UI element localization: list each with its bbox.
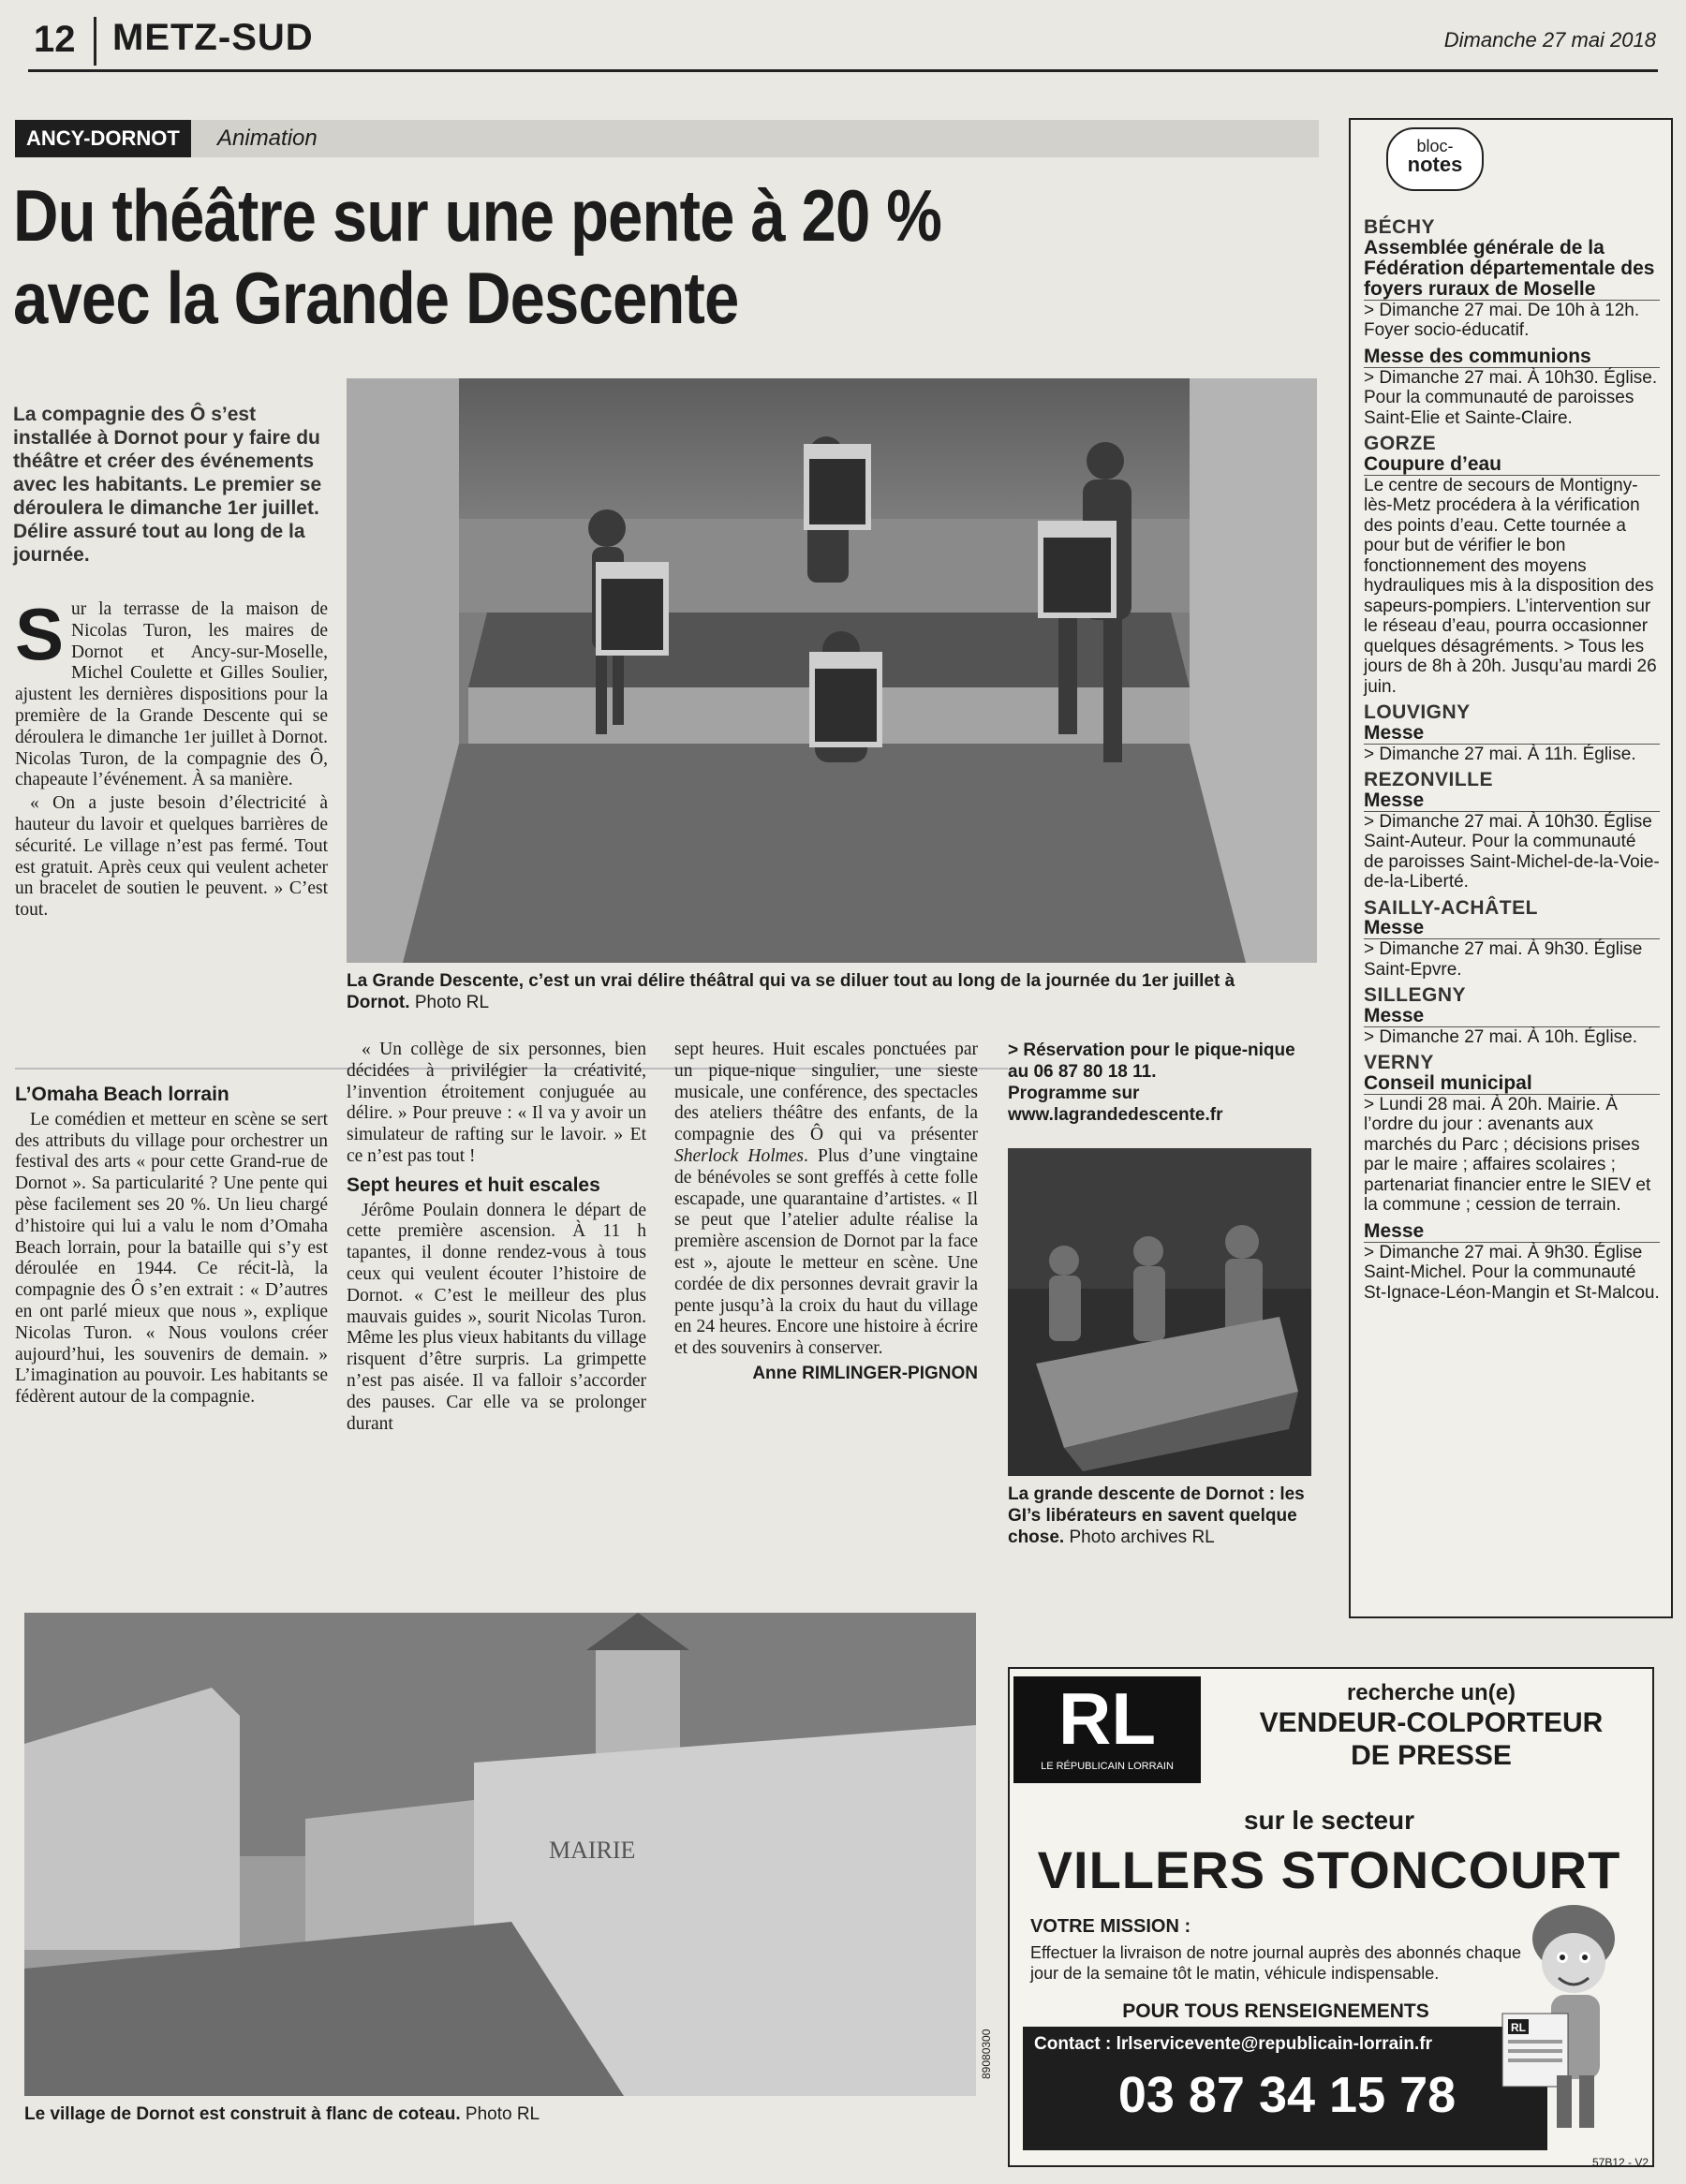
notice-title: Messe <box>1364 1004 1425 1026</box>
article-column-1-lower <box>15 1077 328 1410</box>
notice-body: > Dimanche 27 mai. À 9h30. Église Saint-Epvre. <box>1364 938 1660 980</box>
reservation-line: > Réservation pour le pique-nique au 06 87 80 18 11. <box>1008 1040 1295 1082</box>
subhead-sept-heures: Sept heures et huit escales <box>347 1173 600 1196</box>
escales-text-b: . Plus d’une vingtaine de bénévoles se sont greffés à cette folle escapade, une quarantaine d’artistes. « Il se peut que l’atelier adulte réalise la première ascension de Dornot par la face est », ajoute le metteur en scène. Une cordée de dix personnes devrait gravir la pente jusqu’à la croix du haut du village en 24 heures. Encore une histoire à écrire et des souvenirs à conserver. <box>674 1145 978 1359</box>
notice-body: > Dimanche 27 mai. De 10h à 12h. Foyer socio-éducatif. <box>1364 300 1660 341</box>
archive-caption-text: La grande descente de Dornot : les GI’s libérateurs en savent quelque chose. <box>1008 1484 1305 1547</box>
advert-phone: 03 87 34 15 78 <box>1117 2067 1457 2123</box>
notice-title: Messe <box>1364 721 1425 744</box>
advert-line-3: DE PRESSE <box>1351 1740 1512 1771</box>
subhead-omaha: L’Omaha Beach lorrain <box>15 1084 229 1105</box>
village-caption-text: Le village de Dornot est construit à flanc de coteau. <box>24 2104 461 2124</box>
notice-title: Messe <box>1364 1219 1425 1242</box>
notice-body: > Dimanche 27 mai. À 9h30. Église Saint-Michel. Pour la communauté St-Ignace-Léon-Mangin et St-Malcou. <box>1364 1242 1660 1303</box>
article-column-4 <box>1008 1040 1317 1126</box>
notice-body: > Dimanche 27 mai. À 10h. Église. <box>1364 1026 1660 1048</box>
article-lead: La compagnie des Ô s’est installée à Dornot pour y faire du théâtre et créer des événements avec les habitants. Le premier se déroulera le dimanche 1er juillet. Délire assuré tout au long de la journée. <box>13 404 322 566</box>
village-photo <box>24 1613 976 2096</box>
advert-contact: Contact : lrlservicevente@republicain-lorrain.fr <box>1034 2034 1433 2054</box>
village-photo-caption <box>24 2103 976 2125</box>
town-gorze: GORZE <box>1364 433 1437 454</box>
main-photo <box>347 378 1317 963</box>
badge-top: bloc- <box>1416 137 1454 155</box>
kicker-place: ANCY-DORNOT <box>15 120 191 157</box>
notice-body: > Dimanche 27 mai. À 11h. Église. <box>1364 744 1660 765</box>
escales-paragraph <box>674 1040 978 1360</box>
advert-headline <box>1218 1680 1645 1772</box>
main-photo-caption <box>347 970 1302 1013</box>
advert-line-2: VENDEUR-COLPORTEUR <box>1259 1707 1604 1738</box>
article-column-2 <box>347 1040 646 1437</box>
bloc-notes-list <box>1364 212 1660 1303</box>
notice-title: Assemblée générale de la Fédération départementale des foyers ruraux de Moselle <box>1364 236 1655 300</box>
intro-text: ur la terrasse de la maison de Nicolas Turon, les maires de Dornot et Ancy-sur-Moselle, Michel Coulette et Gilles Soulier, ajustent les dernières dispositions pour la première de la Grande Descente qui se déroulera le dimanche 1er juillet à Dornot. Nicolas Turon, de la compagnie des Ô, chapeaute l’événement. À sa manière. <box>15 599 328 790</box>
bloc-notes-badge <box>1386 127 1484 191</box>
headline <box>13 174 1141 339</box>
mascot-paper-logo: RL <box>1511 2021 1526 2034</box>
issue-date: Dimanche 27 mai 2018 <box>1443 28 1656 52</box>
quote-paragraph <box>15 793 328 922</box>
notice-body: Le centre de secours de Montigny-lès-Metz procédera à la vérification des points d’eau. Cette tournée a pour but de vérifier le bon fonctionnement des moyens hydrauliques mis à la disposition des sapeurs-pompiers. L’intervention sur le réseau d’eau, pourra occasionner quelques désagréments. > Tous les jours de 8h à 20h. Jusqu’au mardi 26 juin. <box>1364 475 1660 698</box>
advert-mission-title: VOTRE MISSION : <box>1030 1916 1191 1937</box>
advert-sector: VILLERS STONCOURT <box>1037 1840 1621 1899</box>
notice-title: Coupure d’eau <box>1364 452 1502 475</box>
header-separator <box>94 17 96 66</box>
mairie-sign: MAIRIE <box>549 1837 636 1864</box>
advert-code: 89080300 <box>980 2029 993 2079</box>
advert-info-title: POUR TOUS RENSEIGNEMENTS <box>1122 2000 1429 2022</box>
kicker-rubric: Animation <box>217 125 318 151</box>
programme-line: Programme sur www.lagrandedescente.fr <box>1008 1084 1223 1125</box>
town-rezonville: REZONVILLE <box>1364 769 1494 790</box>
rl-logo-letters: RL <box>1058 1677 1156 1760</box>
advert-sector-label: sur le secteur <box>1243 1806 1415 1835</box>
notice-body: > Lundi 28 mai. À 20h. Mairie. À l’ordre du jour : avenants aux marchés du Parc ; décisions prises par le maire ; affaires scolaires ; partenariat financier entre le SIEV et la commune ; cession de terrain. <box>1364 1094 1660 1216</box>
main-photo-caption-text: La Grande Descente, c’est un vrai délire théâtral qui va se diluer tout au long de la journée du 1er juillet à Dornot. <box>347 971 1235 1012</box>
notice-title: Messe <box>1364 789 1425 811</box>
town-verny: VERNY <box>1364 1052 1434 1073</box>
rl-logo-subtitle: LE RÉPUBLICAIN LORRAIN <box>1041 1761 1174 1772</box>
village-photo-credit: Photo RL <box>465 2104 540 2124</box>
notice-title: Messe <box>1364 917 1425 938</box>
headline-line-2: avec la Grande Descente <box>13 257 739 339</box>
page-number: 12 <box>34 19 76 60</box>
village-photo-image <box>24 1613 976 2096</box>
header-rule <box>28 69 1658 72</box>
notice-title: Conseil municipal <box>1364 1071 1532 1094</box>
college-paragraph: « Un collège de six personnes, bien décidées à privilégier la créativité, l’invention étroitement conjuguée au délire. » Pour preuve : « Il va y avoir un simulateur de rafting sur le lavoir. » Et ce n’est pas tout ! <box>347 1040 646 1166</box>
quote-text: « On a juste besoin d’électricité à hauteur du lavoir et quelques barrières de sécurité. Le village n’est pas fermé. Tout est gratuit. Après ceux qui veulent acheter un bracelet de soutien le peuvent. » C’est tout. <box>15 793 328 921</box>
archive-photo-credit: Photo archives RL <box>1069 1527 1215 1547</box>
ascension-paragraph: Jérôme Poulain donnera le départ de cette première ascension. À 11 h tapantes, il donne rendez-vous à tous ceux qui veulent écouter l’histoire de Dornot. « C’est le meilleur des plus mauvais guides », sourit Nicolas Turon. Même les plus vieux habitants du village risquent d’être surpris. La grimpette n’est pas aisée. Il va falloir s’accorder des pauses. Car elle va se prolonger durant <box>347 1200 646 1434</box>
article-signature: Anne RIMLINGER-PIGNON <box>752 1363 978 1383</box>
town-sailly-achatel: SAILLY-ACHÂTEL <box>1364 896 1538 919</box>
kicker-bar <box>15 120 1319 157</box>
headline-line-1: Du théâtre sur une pente à 20 % <box>13 174 942 257</box>
town-louvigny: LOUVIGNY <box>1364 701 1471 723</box>
mascot-illustration <box>1499 1901 1639 2147</box>
town-bechy: BÉCHY <box>1364 216 1436 238</box>
archive-photo-image <box>1008 1148 1311 1476</box>
mascot-image <box>1499 1901 1639 2147</box>
rl-logo <box>1013 1676 1201 1783</box>
page-footer-code: 57B12 - V2 <box>1592 2156 1649 2169</box>
article-column-1 <box>15 593 328 923</box>
sherlock-title: Sherlock Holmes <box>674 1145 804 1166</box>
intro-paragraph <box>15 593 328 791</box>
section-title: METZ-SUD <box>112 17 314 58</box>
notice-title: Messe des communions <box>1364 345 1591 367</box>
archive-photo-caption <box>1008 1483 1317 1548</box>
main-photo-credit: Photo RL <box>414 993 490 1012</box>
advert-mission-text: Effectuer la livraison de notre journal auprès des abonnés chaque jour de la semaine tôt le matin, véhicule indispensable. <box>1030 1943 1522 1983</box>
main-photo-image <box>347 378 1317 963</box>
archive-photo <box>1008 1148 1311 1476</box>
article-column-3 <box>674 1040 978 1385</box>
badge-bottom: notes <box>1407 153 1463 176</box>
town-sillegny: SILLEGNY <box>1364 984 1467 1006</box>
notice-body: > Dimanche 27 mai. À 10h30. Église. Pour la communauté de paroisses Saint-Elie et Sainte-Claire. <box>1364 367 1660 429</box>
drop-cap: S <box>15 593 65 675</box>
omaha-paragraph: Le comédien et metteur en scène se sert des attributs du village pour orchestrer un festival des arts « pour cette Grand-rue de Dornot ». Sa particularité ? Une pente qui pèse facilement ses 20 %. Un lieu chargé d’histoire qui lui a valu le nom d’Omaha Beach lorrain, pour la bataille qui s’y est déroulée en 1944. Ce récit-là, la compagnie des Ô s’en extrait : « D’autres en ont parlé mieux que nous », explique Nicolas Turon. « Nous voulons créer aujourd’hui, les souvenirs de demain. » L’imagination au pouvoir. Les habitants se fédèrent autour de la compagnie. <box>15 1109 328 1408</box>
escales-text-a: sept heures. Huit escales ponctuées par un pique-nique singulier, une sieste musicale, une conférence, des spectacles des ateliers théâtre des enfants, de la compagnie des Ô qui va présenter <box>674 1040 978 1145</box>
advert-line-1: recherche un(e) <box>1346 1680 1516 1705</box>
notice-body: > Dimanche 27 mai. À 10h30. Église Saint-Auteur. Pour la communauté de paroisses Saint-Michel-de-la-Voie-de-la-Liberté. <box>1364 811 1660 892</box>
